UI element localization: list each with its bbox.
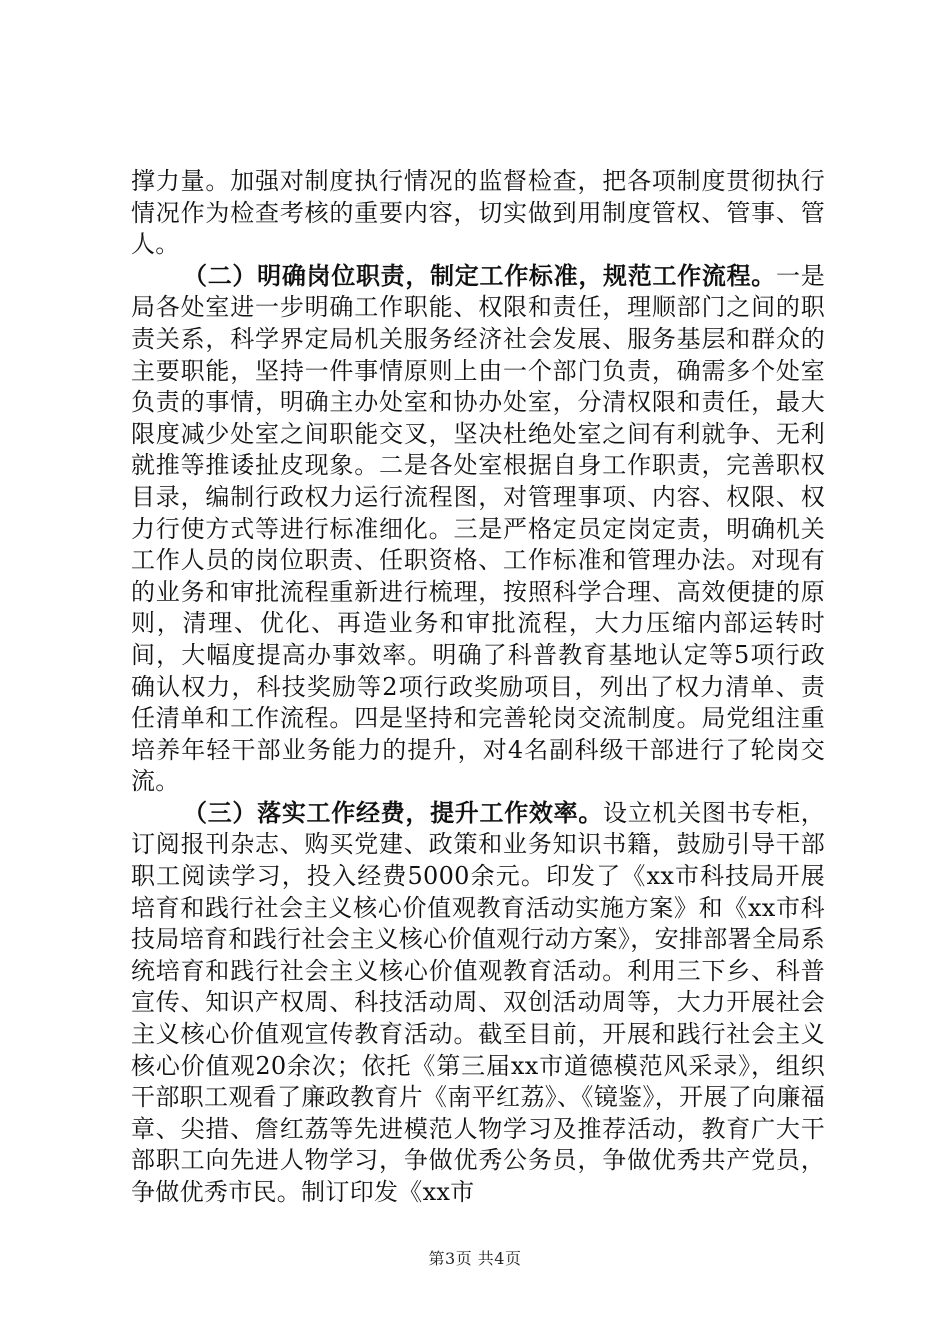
paragraph-3-heading: （三）落实工作经费，提升工作效率。 — [183, 798, 604, 827]
paragraph-2-heading: （二）明确岗位职责，制定工作标准，规范工作流程。 — [183, 261, 776, 290]
paragraph-1-text: 撑力量。加强对制度执行情况的监督检查，把各项制度贯彻执行情况作为检查考核的重要内容，切实做到用制度管权、管事、管人。 — [131, 167, 825, 259]
paragraph-3-text: 设立机关图书专柜，订阅报刊杂志、购买党建、政策和业务知识书籍，鼓励引导干部职工阅读学习，投入经费5000余元。印发了《xx市科技局开展培育和践行社会主义核心价值观教育活动实施方案》和《xx市科技局培育和践行社会主义核心价值观行动方案》，安排部署全局系统培育和践行社会主义核心价值观教育活动。利用三下乡、科普宣传、知识产权周、科技活动周、双创活动周等，大力开展社会主义核心价值观宣传教育活动。截至目前，开展和践行社会主义核心价值观20余次；依托《第三届xx市道德模范风采录》，组织干部职工观看了廉政教育片《南平红荔》、《镜鉴》，开展了向廉福章、尖措、詹红荔等先进模范人物学习及推荐活动，教育广大干部职工向先进人物学习，争做优秀公务员，争做优秀共产党员，争做优秀市民。制订印发《xx市 — [131, 798, 825, 1206]
paragraph-1 — [131, 166, 825, 261]
page-number-footer: 第3页 共4页 — [428, 1249, 522, 1268]
paragraph-3 — [131, 798, 825, 1209]
paragraph-2-text: 一是局各处室进一步明确工作职能、权限和责任，理顺部门之间的职责关系，科学界定局机关服务经济社会发展、服务基层和群众的主要职能，坚持一件事情原则上由一个部门负责，确需多个处室负责的事情，明确主办处室和协办处室，分清权限和责任，最大限度减少处室之间职能交叉，坚决杜绝处室之间有利就争、无利就推等推诿扯皮现象。二是各处室根据自身工作职责，完善职权目录，编制行政权力运行流程图，对管理事项、内容、权限、权力行使方式等进行标准细化。三是严格定员定岗定责，明确机关工作人员的岗位职责、任职资格、工作标准和管理办法。对现有的业务和审批流程重新进行梳理，按照科学合理、高效便捷的原则，清理、优化、再造业务和审批流程，大力压缩内部运转时间，大幅度提高办事效率。明确了科普教育基地认定等5项行政确认权力，科技奖励等2项行政奖励项目，列出了权力清单、责任清单和工作流程。四是坚持和完善轮岗交流制度。局党组注重培养年轻干部业务能力的提升，对4名副科级干部进行了轮岗交流。 — [131, 261, 825, 796]
paragraph-2 — [131, 261, 825, 798]
document-body — [131, 166, 825, 1209]
